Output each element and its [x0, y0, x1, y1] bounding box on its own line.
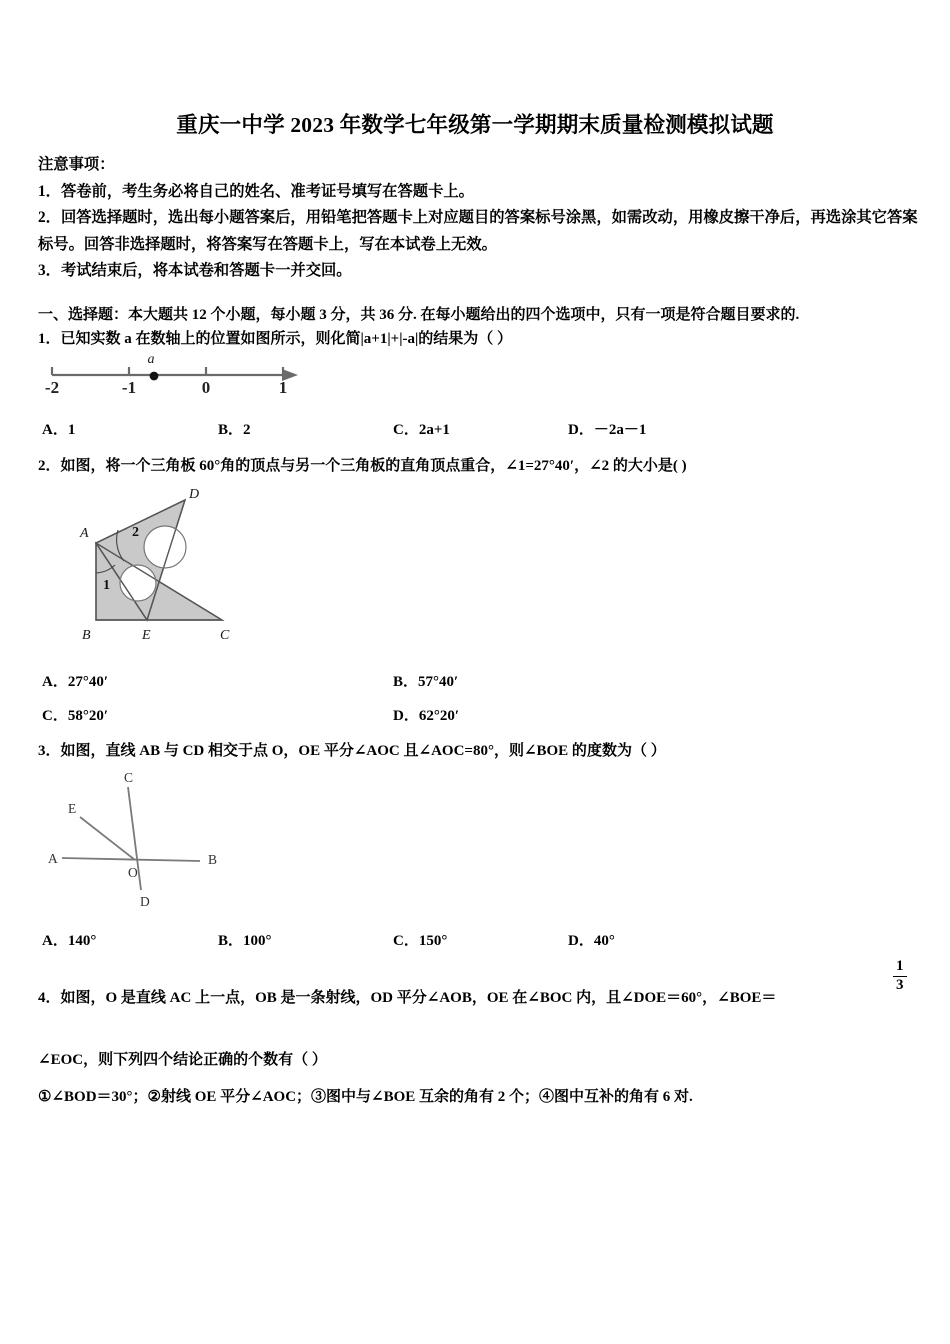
question-3-options [38, 929, 928, 953]
number-line-tick-minus2: -2 [44, 378, 60, 397]
q2-option-b[interactable]: B．57°40′ [393, 674, 459, 690]
notice-item-3: 3．考试结束后，将本试卷和答题卡一并交回。 [38, 262, 352, 279]
vertex-label-d: D [189, 487, 200, 502]
q3-option-b[interactable]: B．100° [218, 933, 272, 949]
question-2-triangles-figure [70, 485, 270, 645]
point-label-o: O [128, 865, 138, 880]
notice-heading: 注意事项： [38, 156, 115, 173]
question-2-text: 2．如图，将一个三角板 60°角的顶点与另一个三角板的直角顶点重合，∠1=27°40′，∠2 的大小是( ) [38, 458, 687, 474]
question-1-text: 1．已知实数 a 在数轴上的位置如图所示，则化简|a+1|+|-a|的结果为（ ） [38, 331, 513, 347]
fraction-numerator: 1 [896, 958, 904, 974]
number-line-tick-zero: 0 [201, 378, 211, 397]
question-3-intersecting-lines-figure [40, 765, 240, 915]
ray-oe [80, 817, 135, 860]
number-line-point-a [150, 372, 159, 381]
notice-item-1: 1．答卷前，考生务必将自己的姓名、准考证号填写在答题卡上。 [38, 182, 474, 200]
notice-item-2: 2．回答选择题时，选出每小题答案后，用铅笔把答题卡上对应题目的答案标号涂黑，如需改动，用橡皮擦干净后，再选涂其它答案标号。回答非选择题时，将答案写在答题卡上，写在本试卷上无效。 [38, 209, 918, 253]
q3-option-c[interactable]: C．150° [393, 933, 448, 949]
point-label-a: A [48, 851, 58, 866]
vertex-label-a: A [80, 526, 89, 541]
q1-option-a[interactable]: A．1 [42, 422, 76, 438]
notice-block [38, 152, 918, 285]
question-4-text: 4．如图，O 是直线 AC 上一点，OB 是一条射线，OD 平分∠AOB，OE 在∠BOC 内，且∠DOE＝60°，∠BOE＝ [38, 990, 777, 1006]
number-line-tick-one: 1 [278, 378, 288, 397]
point-label-b: B [208, 852, 218, 867]
question-4-statements: ①∠BOD＝30°；②射线 OE 平分∠AOC；③图中与∠BOE 互余的角有 2 个；④图中互补的角有 6 对. [38, 1089, 693, 1105]
page-title: 重庆一中学 2023 年数学七年级第一学期期末质量检测模拟试题 [176, 113, 774, 137]
question-3-text: 3．如图，直线 AB 与 CD 相交于点 O，OE 平分∠AOC 且∠AOC=80°，则∠BOE 的度数为（ ） [38, 743, 666, 759]
point-label-e: E [68, 801, 77, 816]
line-ab [62, 858, 200, 861]
number-line-point-label-a: a [147, 352, 155, 367]
question-2-options-row-2 [38, 704, 928, 728]
question-1-options [38, 418, 928, 442]
question-2-options-row-1 [38, 670, 928, 694]
vertex-label-b: B [82, 628, 91, 643]
fraction-denominator: 3 [896, 976, 904, 993]
number-line-tick-minus1: -1 [121, 378, 137, 397]
angle-number-2: 2 [132, 525, 139, 540]
point-label-d: D [140, 894, 150, 909]
q1-option-d[interactable]: D．－2a－1 [568, 422, 647, 438]
q2-option-d[interactable]: D．62°20′ [393, 708, 460, 724]
q1-option-c[interactable]: C．2a+1 [393, 422, 450, 438]
q3-option-a[interactable]: A．140° [42, 933, 97, 949]
vertex-label-c: C [220, 628, 230, 643]
question-1-number-line-figure [36, 345, 336, 400]
q2-option-c[interactable]: C．58°20′ [42, 708, 109, 724]
q3-option-d[interactable]: D．40° [568, 933, 615, 949]
q1-option-b[interactable]: B．2 [218, 422, 251, 438]
section-heading: 一、选择题：本大题共 12 个小题，每小题 3 分，共 36 分. 在每小题给出的四个选项中，只有一项是符合题目要求的. [38, 307, 800, 323]
question-4-fraction-one-third [893, 959, 907, 994]
vertex-label-e: E [142, 628, 151, 643]
point-label-c: C [124, 770, 134, 785]
angle-number-1: 1 [103, 578, 110, 593]
question-4-text-line2: ∠EOC，则下列四个结论正确的个数有（ ） [38, 1052, 327, 1068]
q2-option-a[interactable]: A．27°40′ [42, 674, 109, 690]
